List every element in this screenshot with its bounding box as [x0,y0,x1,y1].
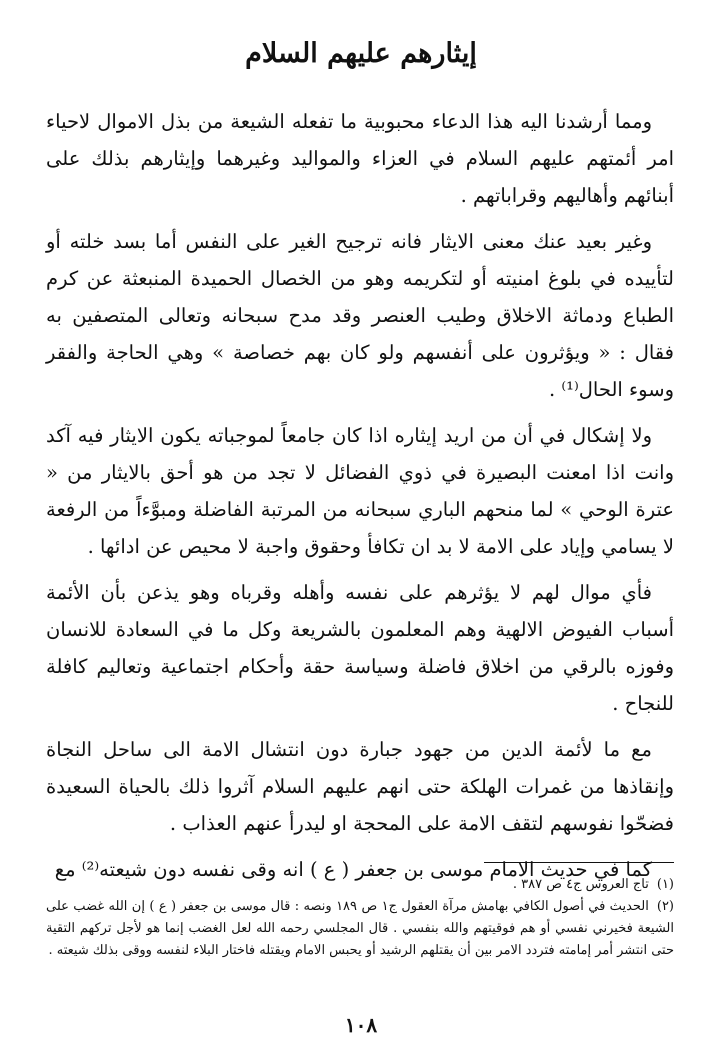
paragraph: وغير بعيد عنك معنى الايثار فانه ترجيح الغير على النفس أما بسد خلته أو لتأييده في بلوغ امنيته أو لتكريمه وهو من الخصال الحميدة المنبعثة عن كرم الطباع ودماثة الاخلاق وطيب العنصر وقد مدح سبحانه وتعالى المتصفين به فقال : « ويؤثرون على أنفسهم ولو كان بهم خصاصة » وهي الحاجة والفقر وسوء الحال⁽¹⁾ . [46,230,674,401]
footnote-number: (٢) [656,899,674,914]
footnote-divider [484,862,674,863]
paragraph: مع ما لأئمة الدين من جهود جبارة دون انتشال الامة الى ساحل النجاة وإنقاذها من غمرات الهلكة حتى انهم عليهم السلام آثروا ذلك بالحياة السعيدة فضحّوا نفوسهم لتقف الامة على المحجة او ليدرأ عنهم العذاب . [46,738,674,835]
paragraph: كما في حديث الامام موسى بن جعفر ( ع ) انه وقى نفسه دون شيعته⁽²⁾ مع [54,858,652,881]
footnote [46,896,674,962]
paragraph: ومما أرشدنا اليه هذا الدعاء محبوبية ما تفعله الشيعة من بذل الاموال لاحياء امر أئمتهم عليهم السلام في العزاء والمواليد وغيرهما وإيثارهم بذلك على أبنائهم وأهاليهم وقراباتهم . [46,110,674,207]
footnote-number: (١) [656,877,674,892]
footnote [46,874,674,896]
paragraph: ولا إشكال في أن من اريد إيثاره اذا كان جامعاً لموجباته يكون الايثار فيه آكد وانت اذا امعنت البصيرة في ذوي الفضائل لا تجد من هو أحق بالايثار من « عترة الوحي » لما منحهم الباري سبحانه من المرتبة الفاضلة ومبوَّءاً من الرفعة لا يسامي وإياد على الامة لا بد ان تكافأ وحقوق واجبة لا محيص عن ادائها . [46,424,674,558]
paragraph: فأي موال لهم لا يؤثرهم على نفسه وأهله وقرباه وهو يذعن بأن الأئمة أسباب الفيوض الالهية وهم المعلمون بالشريعة وكل ما في السعادة للانسان وفوزه بالرقي من اخلاق فاضلة وسياسة حقة وأحكام اجتماعية وتعاليم كافلة للنجاح . [46,581,674,715]
page-title: إيثارهم عليهم السلام [245,38,477,69]
footnote-text: الحديث في أصول الكافي بهامش مرآة العقول ج١ ص ١٨٩ ونصه : قال موسى بن جعفر ( ع ) إن الله غضب على الشيعة فخيرني نفسي أو هم فوقيتهم والله بنفسي . قال المجلسي رحمه الله لعل الغضب إنما هو لأجل تركهم التقية حتى انتشر أمر إمامته فتردد الامر بين أن يقتلهم الرشيد أو يحبس الامام ويقتله فاختار البلاء لنفسه ووقى بذلك شيعته . [46,899,674,958]
footnote-text: تاج العروس ج٤ ص ٣٨٧ . [512,877,649,892]
main-text [46,103,674,897]
page-number: ١٠٨ [344,1013,378,1037]
footnotes [46,874,674,962]
